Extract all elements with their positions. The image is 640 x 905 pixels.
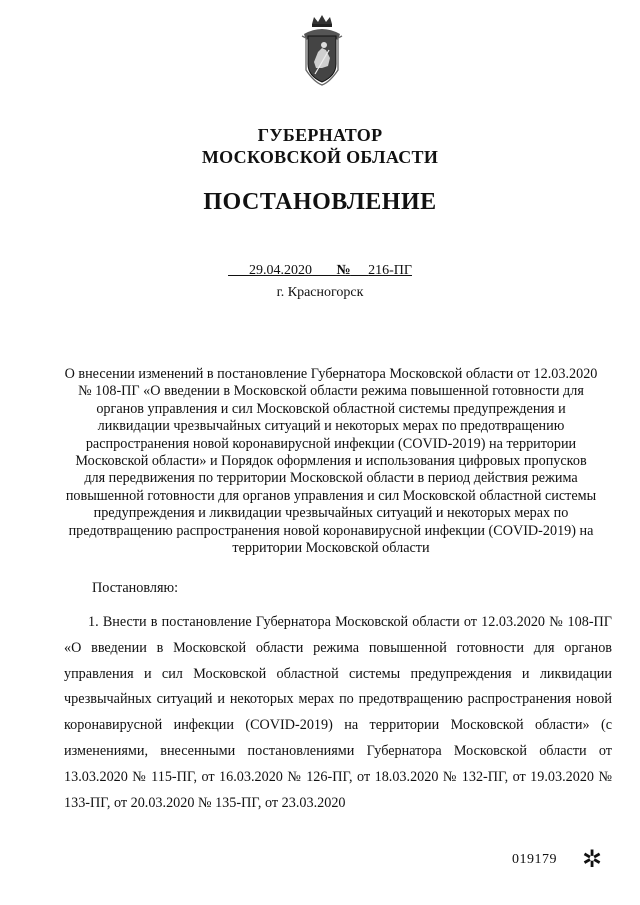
document-type-title: ПОСТАНОВЛЕНИЕ (203, 189, 437, 215)
coat-of-arms-emblem (300, 14, 344, 86)
document-number: 216-ПГ (368, 263, 412, 278)
document-subject-title: О внесении изменений в постановление Губернатора Московской области от 12.03.2020 № 108-ПГ «О введении в Московской области режима повышенной готовности для органов управления и сил Московской областной системы предупреждения и ликвидации чрезвычайных ситуаций и некоторых мерах по предотвращению распространения новой коронавирусной инфекции (COVID-2019) на территории Московской области» и Порядок оформления и использования цифровых пропусков для передвижения по территории Московской области в период действия режима повышенной готовности для органов управления и сил Московской областной системы предупреждения и ликвидации чрезвычайных ситуаций и некоторых мерах по предотвращению распространения новой коронавирусной инфекции (COVID-2019) на территории Московской области (64, 366, 598, 557)
issuing-city: г. Красногорск (276, 285, 364, 300)
asterisk-mark-icon: ✲ (582, 845, 603, 873)
body-paragraph-1: 1. Внести в постановление Губернатора Московской области от 12.03.2020 № 108-ПГ «О введении в Московской области режима повышенной готовности для органов управления и сил Московской областной системы предупреждения и ликвидации чрезвычайных ситуаций и некоторых мерах по предотвращению распространения новой коронавирусной инфекции (COVID-2019) на территории Московской области» (с изменениями, внесенными постановлениями Губернатора Московской области от 13.03.2020 № 115-ПГ, от 16.03.2020 № 126-ПГ, от 18.03.2020 № 132-ПГ, от 19.03.2020 № 133-ПГ, от 20.03.2020 № 135-ПГ, от 23.03.2020 (64, 614, 612, 811)
decree-word: Постановляю: (92, 580, 179, 596)
registration-line (0, 263, 640, 279)
authority-line-2: МОСКОВСКОЙ ОБЛАСТИ (201, 147, 439, 167)
document-date: 29.04.2020 (249, 263, 313, 278)
authority-line-1: ГУБЕРНАТОР (257, 125, 383, 145)
number-sign: № (336, 263, 351, 278)
page-serial-number: 019179 (512, 852, 557, 867)
